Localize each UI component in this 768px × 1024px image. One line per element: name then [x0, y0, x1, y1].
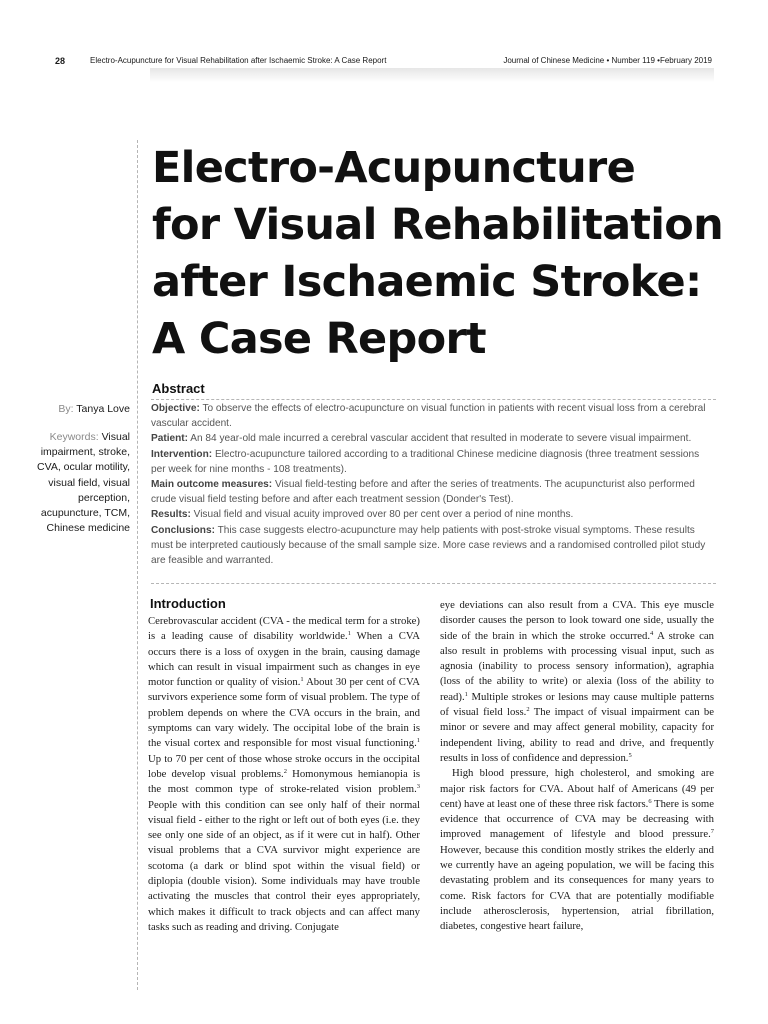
column-divider	[137, 140, 138, 990]
abstract-rule-top	[151, 399, 716, 400]
citation: 4	[650, 629, 654, 637]
citation: 1	[300, 676, 304, 684]
citation: 1	[347, 630, 351, 638]
by-label: By:	[58, 403, 74, 415]
title-line: for Visual Rehabilitation	[152, 200, 724, 250]
abstract-heading: Abstract	[152, 381, 205, 396]
title-line: after Ischaemic Stroke:	[152, 257, 702, 307]
citation: 2	[526, 706, 530, 714]
keywords-text: Visual impairment, stroke, CVA, ocular motility, visual field, visual perception, acupuncture, TCM, Chinese medicine	[37, 431, 130, 535]
introduction-heading: Introduction	[150, 596, 226, 611]
page-number: 28	[55, 56, 66, 66]
citation: 3	[416, 783, 420, 791]
running-title: Electro-Acupuncture for Visual Rehabilitation after Ischaemic Stroke: A Case Report	[90, 56, 387, 65]
abstract-results: Results: Visual field and visual acuity improved over 80 per cent over a period of nine months.	[151, 509, 574, 521]
keywords-label: Keywords:	[49, 431, 99, 443]
citation: 5	[628, 751, 632, 759]
body-column-right	[440, 598, 714, 935]
paragraph: eye deviations can also result from a CVA. This eye muscle disorder causes the person to look toward one side, usually the side of the brain in which the stroke occurred.$^4$ A stroke can also result in problems with processing visual input, such as agnosia (inability to process sensory information), agraphia (loss of the ability to write) or alexia (loss of the ability to read).$^1$ Multiple strokes or lesions may cause multiple patterns of visual field loss.$^2$ The impact of visual impairment can be minor or severe and may affect general mobility, capacity for independent living, ability to read and drive, and frequently results in loss of confidence and depression.$^5$	[440, 599, 714, 764]
abstract-body	[151, 401, 716, 568]
article-title	[152, 140, 752, 368]
header-shade-bar	[150, 68, 714, 82]
title-line: Electro-Acupuncture	[152, 143, 636, 193]
abstract-conclusions: Conclusions: This case suggests electro-acupuncture may help patients with post-stroke visual symptoms. These results must be interpreted cautiously because of the small sample size. More case reviews and a randomised controlled pilot study are feasible and warranted.	[151, 524, 706, 567]
author-name: Tanya Love	[76, 403, 130, 415]
citation: 6	[648, 797, 652, 805]
citation: 2	[283, 767, 287, 775]
abstract-objective: Objective: To observe the effects of electro-acupuncture on visual function in patients with recent visual loss from a cerebral vascular accident.	[151, 403, 706, 430]
abstract-intervention: Intervention: Electro-acupuncture tailored according to a traditional Chinese medicine diagnosis (three treatment sessions per week for nine months - 108 treatments).	[151, 448, 700, 475]
journal-info: Journal of Chinese Medicine • Number 119 •February 2019	[503, 56, 712, 65]
body-column-left	[148, 614, 420, 935]
abstract-patient: Patient: An 84 year-old male incurred a cerebral vascular accident that resulted in moderate to severe visual impairment.	[151, 433, 692, 445]
keywords-block	[22, 430, 130, 536]
paragraph: Cerebrovascular accident (CVA - the medical term for a stroke) is a leading cause of disability worldwide.$^1$ When a CVA occurs there is a loss of oxygen in the brain, causing damage which can result in visual impairment such as changes in eye motor function or quality of vision.$^1$ About 30 per cent of CVA survivors experience some form of visual problem. The type of problem depends on where the CVA occurs in the brain, and symptoms can vary widely. The occipital lobe of the brain is the visual cortex and responsible for most visual functioning.$^1$ Up to 70 per cent of those whose stroke occurs in the occipital lobe develop visual problems.$^2$ Homonymous hemianopia is the most common type of stroke-related vision problem.$^3$ People with this condition can see only half of their normal visual field - either to the right or left out of both eyes (i.e. they see only one side of an object, as if it were cut in half). Other visual problems that a CVA survivor might experience are scotoma (a dark or blind spot within the visual field) or diplopia (double vision). Some individuals may have trouble activating the muscles that control their eyes appropriately, which makes it difficult to track objects and can affect many tasks such as reading and driving. Conjugate	[148, 615, 420, 933]
abstract-outcome-measures: Main outcome measures: Visual field-testing before and after the series of treatments. The acupuncturist also performed crude visual field testing before and after each treatment session (Donder's Test).	[151, 479, 695, 506]
title-line: A Case Report	[152, 314, 486, 364]
author-byline	[22, 402, 130, 417]
abstract-rule-bottom	[151, 583, 716, 584]
citation: 7	[710, 828, 714, 836]
citation: 1	[464, 690, 468, 698]
paragraph: High blood pressure, high cholesterol, and smoking are major risk factors for CVA. About half of Americans (49 per cent) have at least one of these three risk factors.$^6$ There is some evidence that occurrence of CVA may be decreasing with improved management of lifestyle and blood pressure.$^7$ However, because this condition mostly strikes the elderly and we currently have an ageing population, we will be facing this devastating problem and its consequences for many years to come. Risk factors for CVA that are potentially modifiable include atherosclerosis, hypertension, atrial fibrillation, diabetes, congestive heart failure,	[440, 767, 714, 933]
citation: 1	[416, 737, 420, 745]
